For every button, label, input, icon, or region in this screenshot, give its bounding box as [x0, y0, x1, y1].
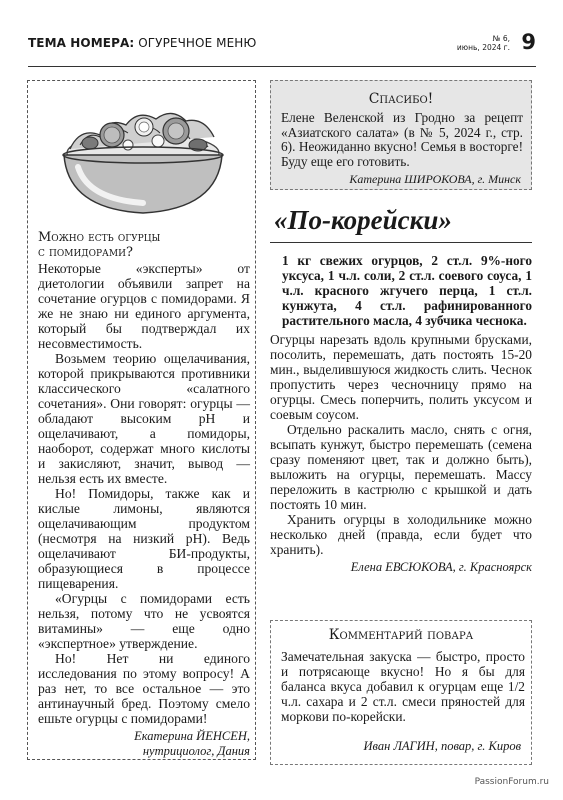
- chef-text: Замечательная закуска — быстро, просто и потрясающе вкусно! Но я бы для баланса вкуса добавил к огурцам еще 1/2 ч.л. сахара и 2 ст.л. смеси пряностей для моркови по-корейски.: [281, 649, 525, 724]
- left-article: [38, 231, 250, 759]
- recipe-paragraph: Отдельно раскалить масло, снять с огня, всыпать кунжут, быстро перемешать (семена сразу поменяют цвет, так и должно быть), выложить на огурцы, перемешать. Массу переложить в кастрюлю с крышкой и дать постоять 10 мин.: [270, 422, 532, 512]
- article-heading-line1: Можно есть огурцы: [38, 230, 161, 245]
- chef-signature: Иван ЛАГИН, повар, г. Киров: [363, 739, 521, 753]
- recipe-paragraph: Огурцы нарезать вдоль крупными брусками, посолить, перемешать, дать постоять 15-20 мин., выделившуюся жидкость слить. Чеснок пропустить через чесночницу прямо на огурцы. Смесь поперчить, полить уксусом и соевым соусом.: [270, 332, 532, 422]
- thanks-text: Елене Веленской из Гродно за рецепт «Азиатского салата» (в № 5, 2024 г., стр. 6). Неожиданно вкусно! Семья в восторге! Буду еще его готовить.: [281, 110, 523, 169]
- rubric-title: ОГУРЕЧНОЕ МЕНЮ: [138, 36, 257, 50]
- recipe-ingredients: 1 кг свежих огурцов, 2 ст.л. 9%-ного уксуса, 1 ч.л. соли, 2 ст.л. соевого соуса, 1 ч.л. красного жгучего перца, 1 ст.л. кунжута, 4 ст.л. рафинированного растительного масла, 4 зубчика чеснока.: [282, 253, 532, 328]
- issue-date: июнь, 2024 г.: [456, 43, 510, 52]
- article-paragraph: Возьмем теорию ощелачивания, которой прикрываются противники классического «салатного сочетания». Они говорят: огурцы — обладают высоким pH и ощелачивают, а помидоры, наоборот, содержат много кислоты и закисляют, значит, вывод — нельзя есть их вместе.: [38, 351, 250, 486]
- article-author-role: нутрициолог, Дания: [142, 744, 250, 758]
- recipe-paragraph: Хранить огурцы в холодильнике можно несколько дней (правда, если будет что хранить).: [270, 512, 532, 557]
- article-paragraph: Но! Помидоры, также как и кислые лимоны, являются ощелачивающим продуктом (несмотря на низкий pH). Ведь ощелачивают БИ-продукты, образующиеся в процессе пищеварения.: [38, 486, 250, 591]
- page-number: 9: [521, 30, 536, 54]
- watermark: PassionForum.ru: [474, 777, 549, 787]
- thanks-box: [270, 80, 532, 190]
- recipe-title: «По-корейски»: [274, 205, 452, 235]
- rubric: [28, 36, 257, 50]
- article-heading-line2: с помидорами?: [38, 245, 133, 260]
- recipe-divider: [270, 242, 532, 243]
- article-paragraph: Но! Нет ни единого исследования по этому вопросу! А раз нет, то все остальное — это антинаучный бред. Поэтому смело ешьте огурцы с помидорами!: [38, 651, 250, 726]
- thanks-signature: Катерина ШИРОКОВА, г. Минск: [349, 172, 521, 186]
- article-paragraph: Некоторые «эксперты» от диетологии объявили запрет на сочетание огурцов с помидорами. Я же не знаю ни единого аргумента, который бы подтверждал их несовместимость.: [38, 261, 250, 351]
- rubric-label: ТЕМА НОМЕРА:: [28, 36, 135, 50]
- page-header: [28, 32, 536, 66]
- thanks-heading: Спасибо!: [368, 91, 434, 107]
- header-divider: [28, 66, 536, 67]
- article-paragraph: «Огурцы с помидорами есть нельзя, потому что не усвоятся витамины» — еще одно «экспертное» утверждение.: [38, 591, 250, 651]
- chef-heading: Комментарий повара: [328, 627, 474, 643]
- recipe-author: Елена ЕВСЮКОВА, г. Красноярск: [350, 560, 532, 574]
- salad-bowl-icon: [58, 91, 228, 221]
- chef-comment-box: [270, 620, 532, 765]
- left-article-box: [27, 80, 256, 760]
- article-author: Екатерина ЙЕНСЕН,: [134, 729, 250, 743]
- issue-info: [457, 34, 510, 52]
- issue-number: № 6,: [492, 34, 510, 43]
- recipe: [270, 198, 532, 575]
